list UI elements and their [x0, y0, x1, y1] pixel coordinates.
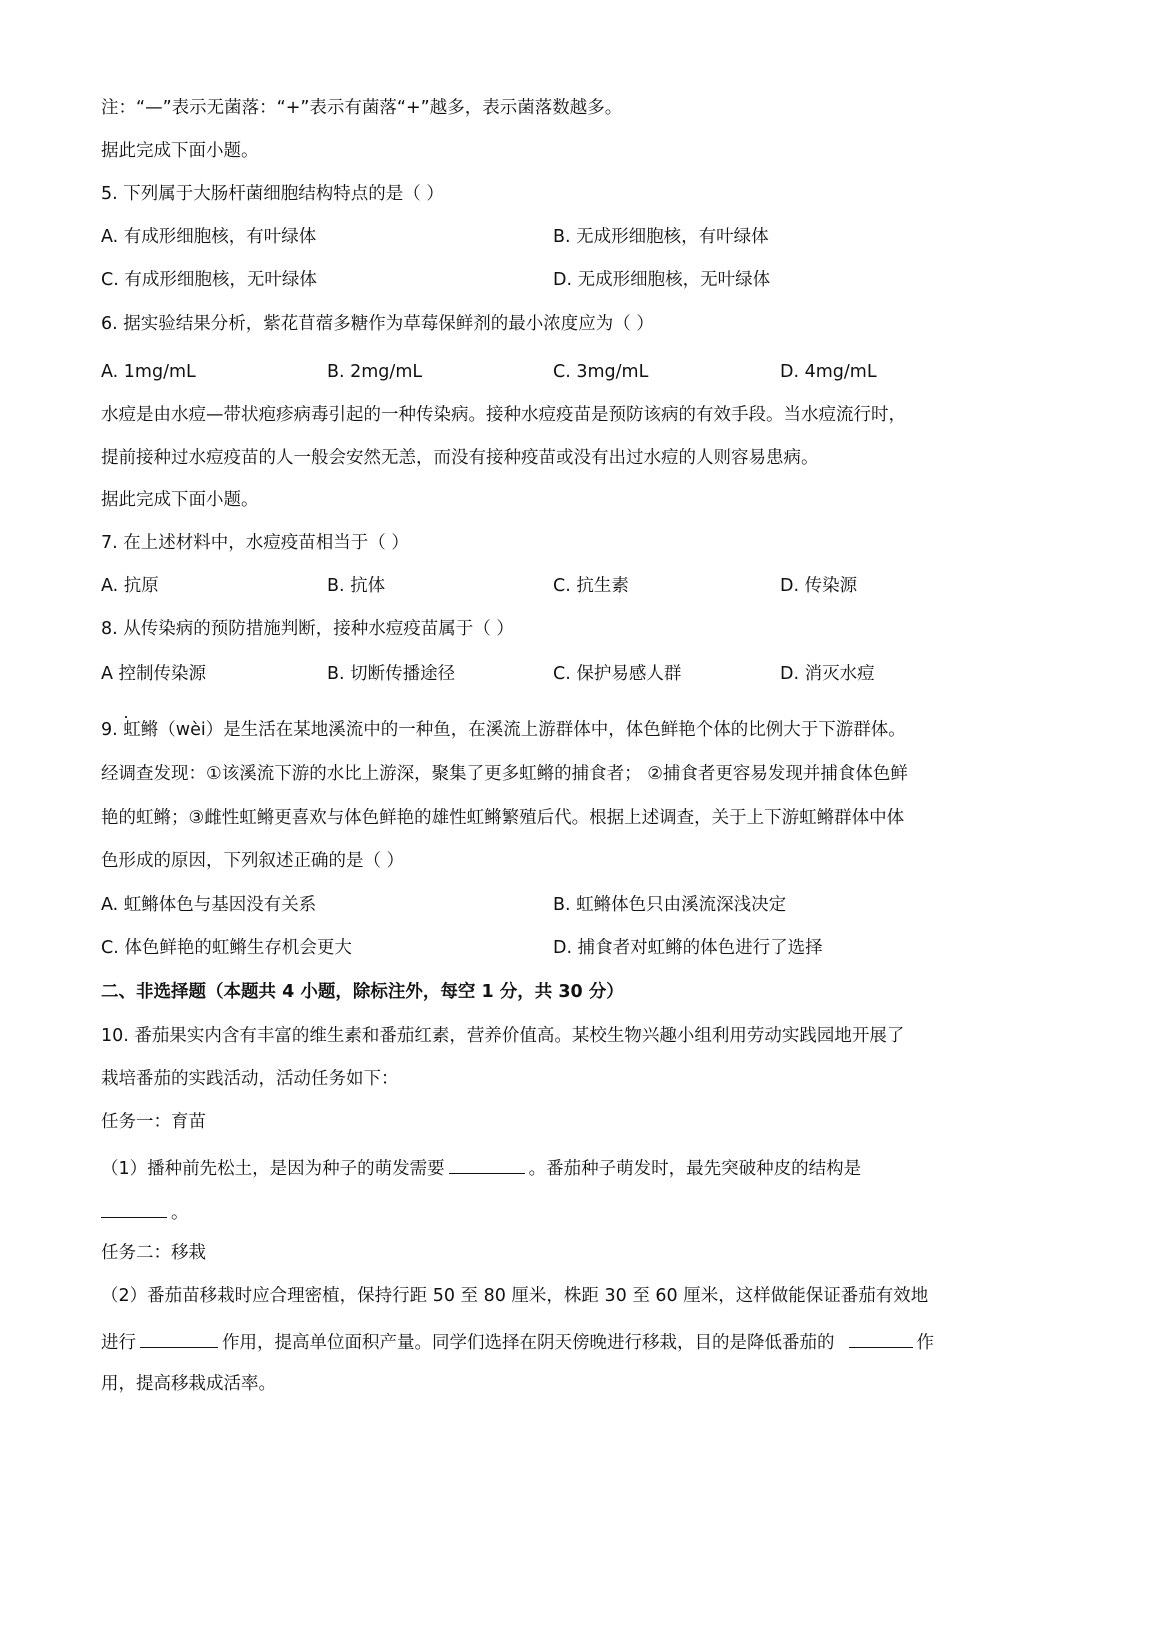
q9-option-a[interactable]: A. 虹鳉体色与基因没有关系 [101, 895, 317, 915]
q8-option-a[interactable]: A 控制传染源 [101, 664, 207, 684]
q9-stem-line: 色形成的原因，下列叙述正确的是（ ） [101, 851, 405, 871]
instruction: 据此完成下面小题。 [101, 490, 259, 510]
q10-part2-line: 用，提高移栽成活率。 [101, 1374, 276, 1394]
q5-option-b[interactable]: B. 无成形细胞核，有叶绿体 [553, 227, 769, 247]
q10-part1-text: 。番茄种子萌发时，最先突破种皮的结构是 [528, 1159, 862, 1179]
q8-option-c[interactable]: C. 保护易感人群 [553, 664, 682, 684]
q7-option-d[interactable]: D. 传染源 [780, 576, 858, 596]
q6-option-d[interactable]: D. 4mg/mL [780, 362, 877, 382]
q9-option-d[interactable]: D. 捕食者对虹鳉的体色进行了选择 [553, 938, 823, 958]
q10-part2-line: （2）番茄苗移栽时应合理密植，保持行距 50 至 80 厘米，株距 30 至 60 厘米，这样做能保证番茄有效地 [101, 1286, 929, 1306]
q10-part2-line [101, 1329, 934, 1351]
q9-option-c[interactable]: C. 体色鲜艳的虹鳉生存机会更大 [101, 938, 352, 958]
q5-option-c[interactable]: C. 有成形细胞核，无叶绿体 [101, 270, 317, 290]
q10-part1-text: （1）播种前先松土，是因为种子的萌发需要 [101, 1159, 445, 1179]
q7-stem: 7. 在上述材料中，水痘疫苗相当于（ ） [101, 533, 409, 553]
answer-blank[interactable] [849, 1329, 913, 1348]
task-heading: 任务二：移栽 [101, 1243, 206, 1263]
q10-part1 [101, 1155, 861, 1177]
q9-stem-line: 9. 虹鳉（wèi）是生活在某地溪流中的一种鱼，在溪流上游群体中，体色鲜艳个体的比例大于下游群体。 [101, 720, 906, 740]
q7-option-a[interactable]: A. 抗原 [101, 576, 159, 596]
q10-stem-line: 栽培番茄的实践活动，活动任务如下： [101, 1069, 399, 1089]
note: 注：“—”表示无菌落：“+”表示有菌落“+”越多，表示菌落数越多。 [101, 98, 623, 118]
q8-stem: 8. 从传染病的预防措施判断，接种水痘疫苗属于（ ） [101, 619, 514, 639]
q6-option-c[interactable]: C. 3mg/mL [553, 362, 649, 382]
q7-option-c[interactable]: C. 抗生素 [553, 576, 629, 596]
q10-part2-text: 作用，提高单位面积产量。同学们选择在阴天傍晚进行移栽，目的是降低番茄的 [222, 1333, 835, 1353]
passage-line: 水痘是由水痘—带状疱疹病毒引起的一种传染病。接种水痘疫苗是预防该病的有效手段。当水痘流行时， [101, 405, 906, 425]
q8-option-b[interactable]: B. 切断传播途径 [327, 664, 456, 684]
instruction: 据此完成下面小题。 [101, 141, 259, 161]
answer-blank[interactable] [140, 1329, 218, 1348]
q6-stem: 6. 据实验结果分析，紫花苜蓿多糖作为草莓保鲜剂的最小浓度应为（ ） [101, 314, 654, 334]
q8-option-d[interactable]: D. 消灭水痘 [780, 664, 875, 684]
q6-option-b[interactable]: B. 2mg/mL [327, 362, 423, 382]
q6-option-a[interactable]: A. 1mg/mL [101, 362, 196, 382]
task-heading: 任务一：育苗 [101, 1112, 206, 1132]
section-heading: 二、非选择题（本题共 4 小题，除标注外，每空 1 分，共 30 分） [101, 982, 624, 1002]
q9-option-b[interactable]: B. 虹鳉体色只由溪流深浅决定 [553, 895, 787, 915]
answer-blank[interactable] [101, 1199, 167, 1218]
q7-option-b[interactable]: B. 抗体 [327, 576, 386, 596]
q10-stem-line: 10. 番茄果实内含有丰富的维生素和番茄红素，营养价值高。某校生物兴趣小组利用劳动实践园地开展了 [101, 1026, 905, 1046]
q10-part2-text: 进行 [101, 1333, 136, 1353]
q9-stem-line: 艳的虹鳉；③雌性虹鳉更喜欢与体色鲜艳的雄性虹鳉繁殖后代。根据上述调查，关于上下游虹鳉群体中体 [101, 808, 905, 828]
q10-part1-end: 。 [171, 1203, 189, 1223]
stray-dot [125, 716, 127, 718]
q5-option-a[interactable]: A. 有成形细胞核，有叶绿体 [101, 227, 317, 247]
q5-option-d[interactable]: D. 无成形细胞核，无叶绿体 [553, 270, 771, 290]
q9-stem-line: 经调查发现：①该溪流下游的水比上游深，聚集了更多虹鳉的捕食者； ②捕食者更容易发现并捕食体色鲜 [101, 764, 908, 784]
q10-part2-text: 作 [916, 1333, 934, 1353]
q10-part1-cont [101, 1199, 189, 1221]
passage-line: 提前接种过水痘疫苗的人一般会安然无恙，而没有接种疫苗或没有出过水痘的人则容易患病。 [101, 448, 819, 468]
answer-blank[interactable] [449, 1155, 525, 1174]
q5-stem: 5. 下列属于大肠杆菌细胞结构特点的是（ ） [101, 184, 444, 204]
